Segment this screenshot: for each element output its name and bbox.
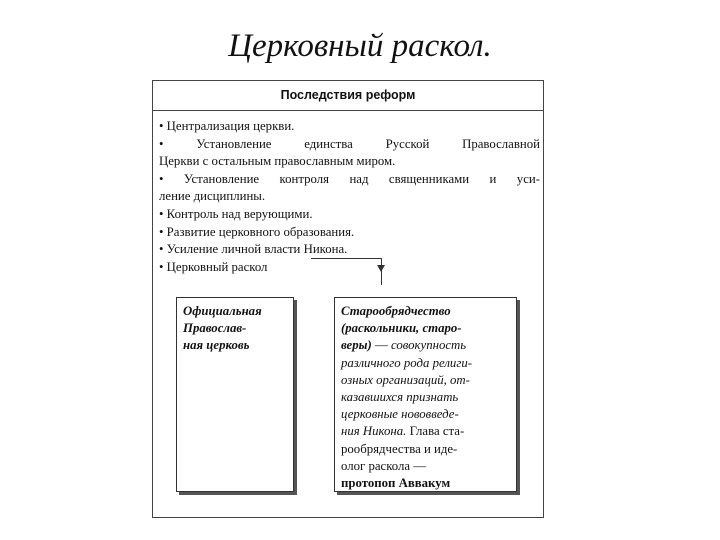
arrow-down-icon <box>377 265 385 272</box>
list-item: • Развитие церковного образования. <box>159 224 355 239</box>
list-item: • Усиление личной власти Никона. <box>159 242 348 257</box>
box-text: ная церковь <box>183 338 250 353</box>
box-text: озных организаций, от- <box>341 372 470 387</box>
connector-line <box>311 258 382 259</box>
box-text-line <box>341 423 510 440</box>
list-item: ление дисциплины. <box>159 189 266 204</box>
box-text: казавшихся признать <box>341 390 459 405</box>
box-text: церковные нововведе- <box>341 407 459 422</box>
box-text-line <box>341 337 510 354</box>
official-church-box <box>176 297 294 492</box>
list-item: Церкви с остальным православным миром. <box>159 154 396 169</box>
box-text: (раскольники, старо- <box>341 321 462 336</box>
consequences-list <box>159 118 540 276</box>
box-text: совокупность <box>390 338 467 353</box>
box-text: Официальная <box>183 304 262 318</box>
box-text: Старообрядчество <box>341 304 451 318</box>
box-text: Православ- <box>183 321 247 336</box>
box-text: веры) <box>341 338 372 353</box>
box-text: протопоп Аввакум <box>341 476 451 491</box>
list-item: • Централизация церкви. <box>159 119 295 133</box>
list-item: • Установление единства Русской Православной <box>159 136 540 151</box>
box-text: различного рода религи- <box>341 355 472 370</box>
box-text: рообрядчества и иде- <box>341 441 458 456</box>
box-text: — <box>371 338 391 353</box>
slide-title: Церковный раскол. <box>228 28 492 64</box>
box-text: ния Никона. <box>341 424 407 439</box>
list-item: • Церковный раскол <box>159 259 268 274</box>
list-item: • Контроль над верующими. <box>159 206 313 221</box>
list-item: • Установление контроля над священниками и уси- <box>159 171 540 186</box>
box-text: Глава ста- <box>406 424 465 439</box>
box-text: олог раскола — <box>341 458 427 473</box>
old-believers-box <box>334 297 517 492</box>
table-header: Последствия реформ <box>152 80 544 111</box>
